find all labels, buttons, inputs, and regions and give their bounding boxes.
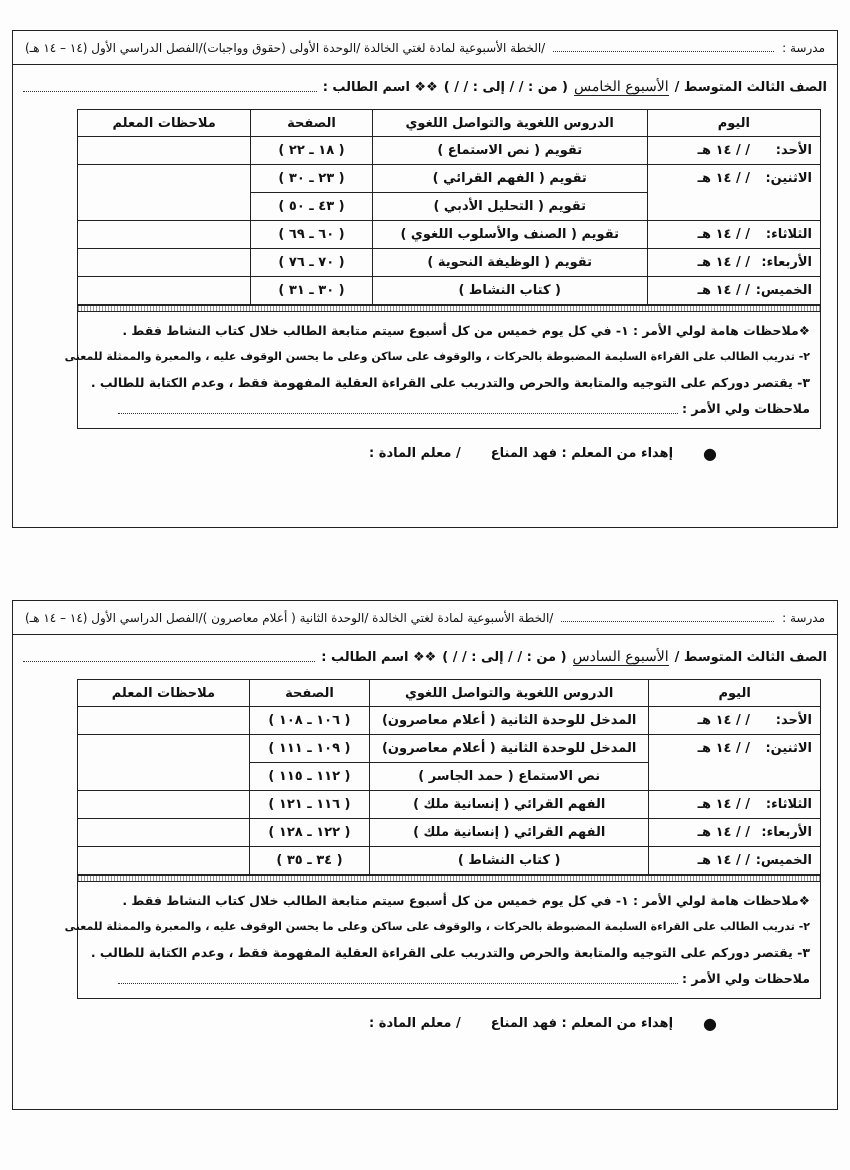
- school-label: مدرسة :: [782, 610, 825, 625]
- plan-header: [13, 31, 837, 65]
- weekly-plan-week5: [12, 30, 838, 528]
- table-row: [78, 137, 821, 165]
- plan-header: [13, 601, 837, 635]
- day-date: / / ١٤ هـ: [697, 853, 750, 868]
- school-fill-line: [553, 43, 774, 52]
- day-name: الخميس:: [755, 853, 812, 868]
- day-name: الأحد:: [775, 713, 812, 728]
- lesson-cell: الفهم القرائي ( إنسانية ملك ): [370, 819, 649, 847]
- col-teacher-notes: ملاحظات المعلم: [78, 680, 250, 707]
- student-info-row: [13, 65, 837, 109]
- table-header-row: [78, 680, 821, 707]
- col-lessons: الدروس اللغوية والتواصل اللغوي: [370, 680, 649, 707]
- lesson-cell: المدخل للوحدة الثانية ( أعلام معاصرون): [370, 707, 649, 735]
- day-date: / / ١٤ هـ: [697, 171, 750, 186]
- day-date: / / ١٤ هـ: [697, 797, 750, 812]
- col-page: الصفحة: [249, 680, 369, 707]
- page-cell: ( ٤٣ ـ ٥٠ ): [251, 193, 372, 221]
- date-range: ( من : / / إلى : / / ): [443, 79, 568, 95]
- day-date: / / ١٤ هـ: [697, 713, 750, 728]
- teacher-notes-cell[interactable]: [78, 221, 251, 249]
- col-day: اليوم: [647, 110, 820, 137]
- table-row: [78, 819, 821, 847]
- teacher-dedication: إهداء من المعلم : فهد المناع: [490, 1015, 674, 1031]
- student-name-line: [23, 83, 317, 92]
- teacher-notes-cell[interactable]: [78, 277, 251, 305]
- lesson-cell: تقويم ( الوظيفة النحوية ): [372, 249, 647, 277]
- day-date: / / ١٤ هـ: [697, 227, 750, 242]
- col-page: الصفحة: [251, 110, 372, 137]
- page-cell: ( ١٠٦ ـ ١٠٨ ): [249, 707, 369, 735]
- lesson-cell: تقويم ( الصنف والأسلوب اللغوي ): [372, 221, 647, 249]
- teacher-notes-cell[interactable]: [78, 137, 251, 165]
- school-fill-line: [561, 613, 774, 622]
- school-label: مدرسة :: [782, 40, 825, 55]
- table-row: [78, 735, 821, 763]
- table-row: [78, 791, 821, 819]
- day-date: / / ١٤ هـ: [697, 825, 750, 840]
- page-cell: ( ١٠٩ ـ ١١١ ): [249, 735, 369, 763]
- teacher-notes-cell[interactable]: [78, 791, 250, 819]
- page-cell: ( ١٨ ـ ٢٢ ): [251, 137, 372, 165]
- table-row: [78, 165, 821, 193]
- page-cell: ( ١١٢ ـ ١١٥ ): [249, 763, 369, 791]
- week-label: الأسبوع الخامس: [573, 78, 669, 95]
- teacher-notes-cell[interactable]: [78, 847, 250, 875]
- note-1: ❖ملاحظات هامة لولي الأمر : ١- في كل يوم خميس من كل أسبوع سيتم متابعة الطالب خلال كتاب النشاط فقط .: [122, 893, 810, 908]
- lesson-cell: المدخل للوحدة الثانية ( أعلام معاصرون): [370, 735, 649, 763]
- subject-teacher-label: / معلم المادة :: [369, 445, 461, 461]
- note-3: ٣- يقتصر دوركم على التوجيه والمتابعة والحرص والتدريب على القراءة العقلية المفهومة فقط ، وعدم الكتابة للطالب .: [90, 375, 810, 390]
- student-info-row: [13, 635, 837, 679]
- teacher-notes-cell[interactable]: [78, 249, 251, 277]
- day-date: / / ١٤ هـ: [697, 741, 750, 756]
- day-name: الثلاثاء:: [765, 227, 812, 242]
- day-name: الأربعاء:: [761, 825, 812, 840]
- parent-notes-line[interactable]: [118, 975, 678, 984]
- lesson-cell: ( كتاب النشاط ): [372, 277, 647, 305]
- table-row: [78, 277, 821, 305]
- note-1: ❖ملاحظات هامة لولي الأمر : ١- في كل يوم خميس من كل أسبوع سيتم متابعة الطالب خلال كتاب النشاط فقط .: [122, 323, 810, 338]
- table-header-row: [78, 110, 821, 137]
- page-cell: ( ٣٤ ـ ٣٥ ): [249, 847, 369, 875]
- table-row: [78, 847, 821, 875]
- plan-footer: [13, 429, 837, 477]
- teacher-dedication: إهداء من المعلم : فهد المناع: [490, 445, 674, 461]
- note-2: ٢- تدريب الطالب على القراءة السليمة المضبوطة بالحركات ، والوقوف على ساكن وعلى ما يحسن الوقوف عليه ، والمعبرة والممثلة للمعنى: [64, 920, 810, 933]
- day-name: الثلاثاء:: [765, 797, 812, 812]
- grade-label: الصف الثالث المتوسط /: [674, 649, 827, 665]
- lesson-cell: الفهم القرائي ( إنسانية ملك ): [370, 791, 649, 819]
- day-date: / / ١٤ هـ: [697, 255, 750, 270]
- parent-notes-label: ملاحظات ولي الأمر :: [682, 401, 810, 416]
- teacher-notes-cell[interactable]: [78, 735, 250, 791]
- student-name-label: ❖❖ اسم الطالب :: [322, 79, 438, 95]
- page-cell: ( ٣٠ ـ ٣١ ): [251, 277, 372, 305]
- teacher-notes-cell[interactable]: [78, 819, 250, 847]
- page-cell: ( ٧٠ ـ ٧٦ ): [251, 249, 372, 277]
- lesson-cell: تقويم ( نص الاستماع ): [372, 137, 647, 165]
- day-name: الأربعاء:: [761, 255, 812, 270]
- day-date: / / ١٤ هـ: [697, 283, 750, 298]
- day-name: الأحد:: [775, 143, 812, 158]
- student-name-label: ❖❖ اسم الطالب :: [321, 649, 437, 665]
- date-range: ( من : / / إلى : / / ): [442, 649, 567, 665]
- grade-label: الصف الثالث المتوسط /: [674, 79, 827, 95]
- day-name: الاثنين:: [765, 741, 812, 756]
- bullet-icon: ●: [703, 1013, 717, 1033]
- teacher-notes-cell[interactable]: [78, 165, 251, 221]
- plan-footer: [13, 999, 837, 1047]
- table-row: [78, 221, 821, 249]
- table-row: [78, 707, 821, 735]
- page-cell: ( ١١٦ ـ ١٢١ ): [249, 791, 369, 819]
- parent-notes-label: ملاحظات ولي الأمر :: [682, 971, 810, 986]
- note-3: ٣- يقتصر دوركم على التوجيه والمتابعة والحرص والتدريب على القراءة العقلية المفهومة فقط ، وعدم الكتابة للطالب .: [90, 945, 810, 960]
- table-row: [78, 249, 821, 277]
- day-name: الاثنين:: [765, 171, 812, 186]
- plan-title: /الخطة الأسبوعية لمادة لغتي الخالدة /الوحدة الثانية ( أعلام معاصرون )/الفصل الدراسي الأول (١٤ – ١٤ هـ): [25, 610, 554, 625]
- week-label: الأسبوع السادس: [572, 648, 669, 665]
- subject-teacher-label: / معلم المادة :: [369, 1015, 461, 1031]
- parent-notes-line[interactable]: [118, 405, 678, 414]
- teacher-notes-cell[interactable]: [78, 707, 250, 735]
- bullet-icon: ●: [703, 443, 717, 463]
- schedule-table: [77, 679, 821, 875]
- weekly-plan-week6: [12, 600, 838, 1110]
- parent-notes-box: [64, 311, 821, 429]
- page-cell: ( ٢٣ ـ ٣٠ ): [251, 165, 372, 193]
- student-name-line: [23, 653, 315, 662]
- lesson-cell: تقويم ( الفهم القرائي ): [372, 165, 647, 193]
- note-2: ٢- تدريب الطالب على القراءة السليمة المضبوطة بالحركات ، والوقوف على ساكن وعلى ما يحسن الوقوف عليه ، والمعبرة والممثلة للمعنى: [64, 350, 810, 363]
- col-day: اليوم: [649, 680, 821, 707]
- page-cell: ( ١٢٢ ـ ١٢٨ ): [249, 819, 369, 847]
- col-lessons: الدروس اللغوية والتواصل اللغوي: [372, 110, 647, 137]
- parent-notes-box: [64, 881, 821, 999]
- lesson-cell: ( كتاب النشاط ): [370, 847, 649, 875]
- day-name: الخميس:: [755, 283, 812, 298]
- page-cell: ( ٦٠ ـ ٦٩ ): [251, 221, 372, 249]
- col-teacher-notes: ملاحظات المعلم: [78, 110, 251, 137]
- plan-title: /الخطة الأسبوعية لمادة لغتي الخالدة /الوحدة الأولى (حقوق وواجبات)/الفصل الدراسي الأول (١٤ – ١٤ هـ): [25, 40, 546, 55]
- schedule-table: [77, 109, 821, 305]
- lesson-cell: نص الاستماع ( حمد الجاسر ): [370, 763, 649, 791]
- lesson-cell: تقويم ( التحليل الأدبي ): [372, 193, 647, 221]
- day-date: / / ١٤ هـ: [697, 143, 750, 158]
